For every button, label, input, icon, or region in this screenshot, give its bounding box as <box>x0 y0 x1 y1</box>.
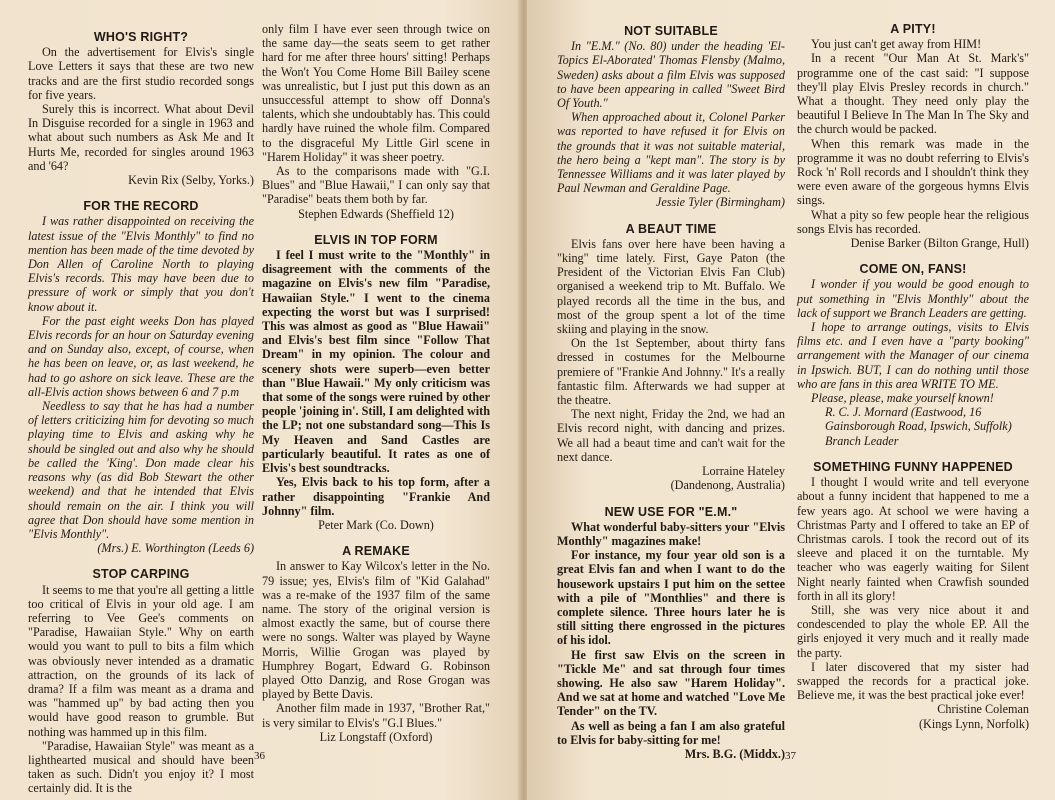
signature: Mrs. B.G. (Middx.) <box>684 746 785 761</box>
paragraph: You just can't get away from HIM! <box>811 37 982 52</box>
paragraph: In a recent "Our Man At St. Mark's" programme one of the cast said: "I suppose they'll play Elvis Presley records in church." What a thought. They need only play the beautiful I Believe In The Man In The Sky and the church would be packed. <box>797 51 1029 137</box>
paragraph: I was rather disappointed on receiving the latest issue of the "Elvis Monthly" to find no mention has been made of the time devoted by Don Allen of Caroline North to playing Elvis's records. This may have been due to pressure of work or simply that you don't know about it. <box>28 214 254 314</box>
paragraph: Elvis fans over here have been having a "king" time lately. First, Gaye Paton (the President of the Victorian Elvis Fan Club) organised a weekend trip to Mt. Buffalo. We played records all the time in the bus, and most of the group spent a lot of the time skiing and playing in the snow. <box>557 236 785 337</box>
paragraph: I wonder if you would be good enough to put something in "Elvis Monthly" about the lack of support we Branch Leaders are getting. <box>797 277 1029 320</box>
heading-elvis-in-top-form: ELVIS IN TOP FORM <box>314 232 438 247</box>
signature: (Kings Lynn, Norfolk) <box>918 716 1029 731</box>
signature: Kevin Rix (Selby, Yorks.) <box>128 173 254 188</box>
left-column-1 <box>28 30 254 796</box>
paragraph: As well as being a fan I am also grateful to Elvis for baby-sitting for me! <box>557 718 785 747</box>
signature: Jessie Tyler (Birmingham) <box>655 195 785 210</box>
paragraph: Surely this is incorrect. What about Devil In Disguise recorded for a single in 1963 and what about such numbers as Ask Me and It Hurts Me, recorded for singles around 1963 and '64? <box>28 102 254 173</box>
signature: Lorraine Hateley <box>702 464 785 479</box>
heading-stop-carping: STOP CARPING <box>92 567 190 582</box>
paragraph: In "E.M." (No. 80) under the heading 'El-Topics El-Aborated' Thomas Flensby (Malmo, Sweden) asks about a film Elvis was supposed to have been appearing in called "Sweet Bird Of Youth." <box>557 39 785 111</box>
paragraph: As to the comparisons made with "G.I. Blues" and "Blue Hawaii," I can only say that "Paradise" beats them both by far. <box>262 164 490 207</box>
paragraph: When this remark was made in the programme it was no doubt referring to Elvis's Rock 'n' Roll records and I shouldn't think they were even aware of the gorgeous hymns Elvis sings. <box>797 136 1029 208</box>
heading-a-pity: A PITY! <box>890 22 936 36</box>
heading-come-on-fans: COME ON, FANS! <box>859 262 967 277</box>
paragraph: I later discovered that my sister had swapped the records for a practical joke. Believe me, it was the best practical joke ever! <box>797 659 1029 703</box>
paragraph: For instance, my four year old son is a great Elvis fan and when I want to do the housework upstairs I put him on the settee with a pile of "Monthlies" and there is complete silence. Three hours later he is still sitting there engrossed in the pictures of his idol. <box>557 548 785 648</box>
paragraph: "Paradise, Hawaiian Style" was meant as a lighthearted musical and should have been taken as such. Didn't you enjoy it? I most certainly did. It is the <box>28 738 254 796</box>
signature: Christine Coleman <box>937 702 1029 717</box>
paragraph: What wonderful baby-sitters your "Elvis Monthly" magazines make! <box>557 519 785 548</box>
left-column-2 <box>262 22 490 744</box>
page-37 <box>527 0 1055 800</box>
heading-new-use-for-em: NEW USE FOR "E.M." <box>604 504 738 519</box>
right-column-2 <box>797 22 1029 731</box>
heading-for-the-record: FOR THE RECORD <box>83 199 199 214</box>
paragraph: In answer to Kay Wilcox's letter in the No. 79 issue; yes, Elvis's film of "Kid Galahad" was a re-make of the 1937 film of the same name. The story of the original version is almost exactly the same, but of course there were no songs. Walter was played by Wayne Morris, Willie Grogan was played by Humphrey Bogart, Edward G. Robinson played Otto Danzig, and Rose Grogan was played by Bette Davis. <box>262 559 490 702</box>
heading-a-remake: A REMAKE <box>342 544 410 559</box>
signature: Liz Longstaff (Oxford) <box>319 729 433 744</box>
paragraph: What a pity so few people hear the religious songs Elvis has recorded. <box>797 207 1029 236</box>
paragraph: only film I have ever seen through twice on the same day—the seats seem to get rather hard for me after three hours' sitting! Perhaps the Won't You Come Home Bill Bailey scene was unrealistic, but I just put this down as an unsuccessful attempt to show off Donna's talents, which she undoubtably has. This could hardly have ruined the whole film. Compared to the disgraceful My Little Girl scene in "Harem Holiday" it was sheer poetry. <box>262 22 490 164</box>
heading-whos-right: WHO'S RIGHT? <box>93 30 189 44</box>
paragraph: I hope to arrange outings, visits to Elvis films etc. and I even have a "party booking" arrangement with the Manager of our cinema in Ipswich. BUT, I can do nothing until those who are fans in this area WRITE TO ME. <box>797 320 1029 391</box>
page-number: 36 <box>254 750 265 762</box>
paragraph: I thought I would write and tell everyone about a funny incident that happened to me a few years ago. At school we were having a Christmas Party and I offered to take an EP of Christmas carols. I took the record out of its sleeve and placed it on the turntable. My teacher who was eagerly waiting for Silent Night nearly fainted when Crawfish sounded forth in all its glory! <box>797 475 1029 603</box>
paragraph: The next night, Friday the 2nd, we had an Elvis record night, with dancing and prizes. We all had a beaut time and can't wait for the next dance. <box>557 407 785 464</box>
heading-something-funny-happened: SOMETHING FUNNY HAPPENED <box>813 459 1013 474</box>
signature: (Dandenong, Australia) <box>670 478 785 493</box>
paragraph: Still, she was very nice about it and condescended to play the whole EP. All the girls enjoyed it very much and it really made the party. <box>797 602 1029 660</box>
paragraph: On the advertisement for Elvis's single Love Letters it says that these are two new tracks and are the first studio recorded songs for five years. <box>28 45 254 102</box>
signature: (Mrs.) E. Worthington (Leeds 6) <box>97 541 254 556</box>
heading-a-beaut-time: A BEAUT TIME <box>625 221 717 236</box>
paragraph: For the past eight weeks Don has played Elvis records for an hour on Saturday evening and on Sunday also, except, of course, when he has been on leave, or, as last weekend, he had to go ashore on sick leave. These are the all-Elvis action shows between 6 and 7 p.m <box>28 313 254 399</box>
signature: Peter Mark (Co. Down) <box>318 517 434 532</box>
right-column-1 <box>557 24 785 761</box>
page-number: 37 <box>785 750 796 762</box>
paragraph: Yes, Elvis back to his top form, after a rather disappointing "Frankie And Johnny" film. <box>262 475 490 518</box>
signature: R. C. J. Mornard (Eastwood, 16 Gainsborough Road, Ipswich, Suffolk) Branch Leader <box>825 405 1012 448</box>
signature: Stephen Edwards (Sheffield 12) <box>298 206 454 221</box>
paragraph: Another film made in 1937, "Brother Rat," is very similar to Elvis's "G.I Blues." <box>262 701 490 730</box>
signature: Denise Barker (Bilton Grange, Hull) <box>850 236 1029 251</box>
page-36 <box>0 0 522 800</box>
paragraph: It seems to me that you're all getting a little too critical of Elvis in your old age. I am referring to Vee Gee's comments on "Paradise, Hawaiian Style." Why on earth would you want to pull to bits a film which was obviously never intended as a dramatic attraction, on the grounds of its lack of drama? If a film was meant as a drama and was "hammed up" by bad acting then you would have good reason to grumble. But nothing was hammed up in this film. <box>28 582 254 739</box>
heading-not-suitable: NOT SUITABLE <box>624 24 718 38</box>
paragraph: Please, please, make yourself known! <box>811 391 994 406</box>
paragraph: He first saw Elvis on the screen in "Tickle Me" and sat through four times showing. He also saw "Harem Holiday". And we sat at home and watched "Love Me Tender" on the TV. <box>557 647 785 719</box>
paragraph: I feel I must write to the "Monthly" in disagreement with the comments of the magazine on Elvis's new film "Paradise, Hawaiian Style." I went to the cinema expecting the worst but was I surprised! This was almost as good as "Blue Hawaii" and Elvis's best film since "Follow That Dream" in my opinion. The colour and scenery shots were superb—even better than "Blue Hawaii." My only criticism was that some of the songs were ruined by other people 'joining in'. Still, I am delighted with the LP; not one substandard song—This Is My Heaven and Sand Castles are particularly beautiful. It rates as one of Elvis's best soundtracks. <box>262 248 490 476</box>
paragraph: When approached about it, Colonel Parker was reported to have refused it for Elvis on the grounds that it was not suitable material, the hero being a "kept man". The story is by Tennessee Williams and it was later played by Paul Newman and Geraldine Page. <box>557 110 785 196</box>
paragraph: Needless to say that he has had a number of letters criticizing him for devoting so much playing time to Elvis and asking why he should be singled out and also why he should be called the 'King'. Don made clear his reasons why (as did Bob Stewart the other weekend) and that he intended that Elvis should remain on the air. I think you will agree that Don should have some mention in "Elvis Monthly". <box>28 399 254 541</box>
paragraph: On the 1st September, about thirty fans dressed in costumes for the Melbourne premiere of "Frankie And Johnny." It's a really fantastic film. Afterwards we had supper at the theatre. <box>557 336 785 408</box>
